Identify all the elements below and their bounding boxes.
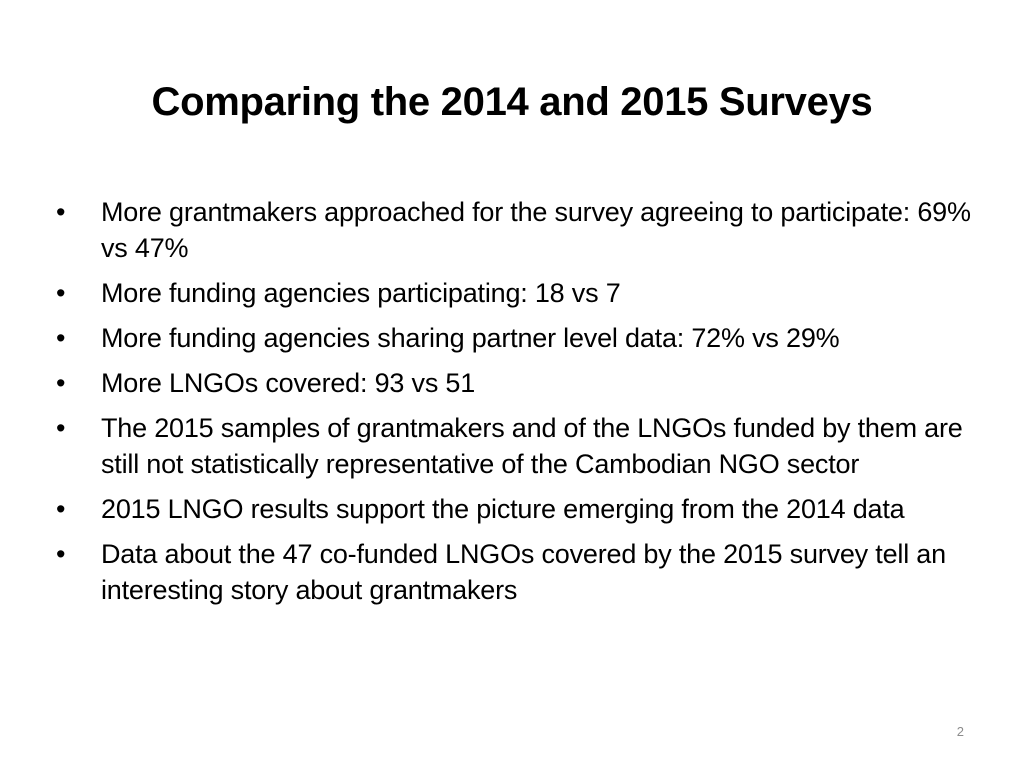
bullet-text: More funding agencies sharing partner level data: 72% vs 29% — [101, 323, 840, 353]
bullet-dot-icon: • — [56, 539, 66, 569]
bullet-item — [56, 194, 976, 266]
bullet-dot-icon: • — [56, 278, 66, 308]
bullet-item — [56, 365, 976, 401]
bullet-text: Data about the 47 co-funded LNGOs covered by the 2015 survey tell an interesting story about grantmakers — [101, 539, 946, 605]
bullet-item — [56, 491, 976, 527]
slide-title: Comparing the 2014 and 2015 Surveys — [151, 80, 873, 124]
bullet-dot-icon: • — [56, 413, 66, 443]
bullet-item — [56, 320, 976, 356]
bullet-item — [56, 410, 976, 482]
bullet-text: More grantmakers approached for the survey agreeing to participate: 69% vs 47% — [101, 197, 971, 263]
bullet-text: More funding agencies participating: 18 vs 7 — [101, 278, 621, 308]
bullet-dot-icon: • — [56, 368, 66, 398]
bullet-dot-icon: • — [56, 323, 66, 353]
bullet-item — [56, 536, 976, 608]
bullet-list — [56, 194, 976, 617]
bullet-text: The 2015 samples of grantmakers and of the LNGOs funded by them are still not statistically representative of the Cambodian NGO sector — [101, 413, 963, 479]
bullet-dot-icon: • — [56, 197, 66, 227]
bullet-dot-icon: • — [56, 494, 66, 524]
bullet-item — [56, 275, 976, 311]
page-number: 2 — [956, 724, 964, 739]
bullet-text: 2015 LNGO results support the picture emerging from the 2014 data — [101, 494, 905, 524]
bullet-text: More LNGOs covered: 93 vs 51 — [101, 368, 476, 398]
